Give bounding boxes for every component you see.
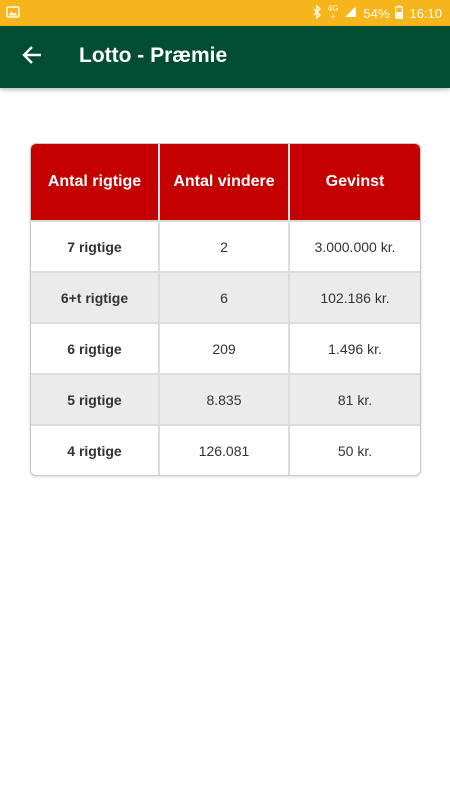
network-type-label: 4G [327, 4, 339, 13]
status-time: 16:10 [409, 5, 442, 21]
prize-cell: 102.186 kr. [289, 272, 420, 323]
correct-cell: 7 rigtige [31, 221, 159, 272]
winners-cell: 209 [159, 323, 289, 374]
header-correct: Antal rigtige [31, 144, 159, 221]
table-row [31, 221, 420, 272]
network-indicator [328, 5, 339, 21]
header-prize: Gevinst [289, 144, 420, 221]
prize-cell: 81 kr. [289, 374, 420, 425]
network-plus-label: + [330, 12, 336, 21]
prize-cell: 50 kr. [289, 425, 420, 475]
image-icon [6, 5, 20, 19]
correct-cell: 6 rigtige [31, 323, 159, 374]
correct-cell: 5 rigtige [31, 374, 159, 425]
table-row [31, 323, 420, 374]
correct-cell: 4 rigtige [31, 425, 159, 475]
prize-cell: 1.496 kr. [289, 323, 420, 374]
header-winners: Antal vindere [159, 144, 289, 221]
prize-table [30, 143, 421, 476]
arrow-back-icon [21, 44, 43, 71]
back-button[interactable] [14, 39, 50, 75]
winners-cell: 126.081 [159, 425, 289, 475]
bluetooth-icon [313, 5, 322, 22]
table-row [31, 425, 420, 475]
prize-cell: 3.000.000 kr. [289, 221, 420, 272]
status-bar [0, 0, 450, 26]
winners-cell: 2 [159, 221, 289, 272]
signal-icon [344, 5, 357, 21]
page-title: Lotto - Præmie [79, 44, 228, 67]
table-row [31, 374, 420, 425]
winners-cell: 6 [159, 272, 289, 323]
table-header-row [31, 144, 420, 221]
table-row [31, 272, 420, 323]
app-bar [0, 26, 450, 88]
correct-cell: 6+t rigtige [31, 272, 159, 323]
winners-cell: 8.835 [159, 374, 289, 425]
battery-percent: 54% [363, 5, 390, 21]
battery-icon [395, 5, 403, 22]
